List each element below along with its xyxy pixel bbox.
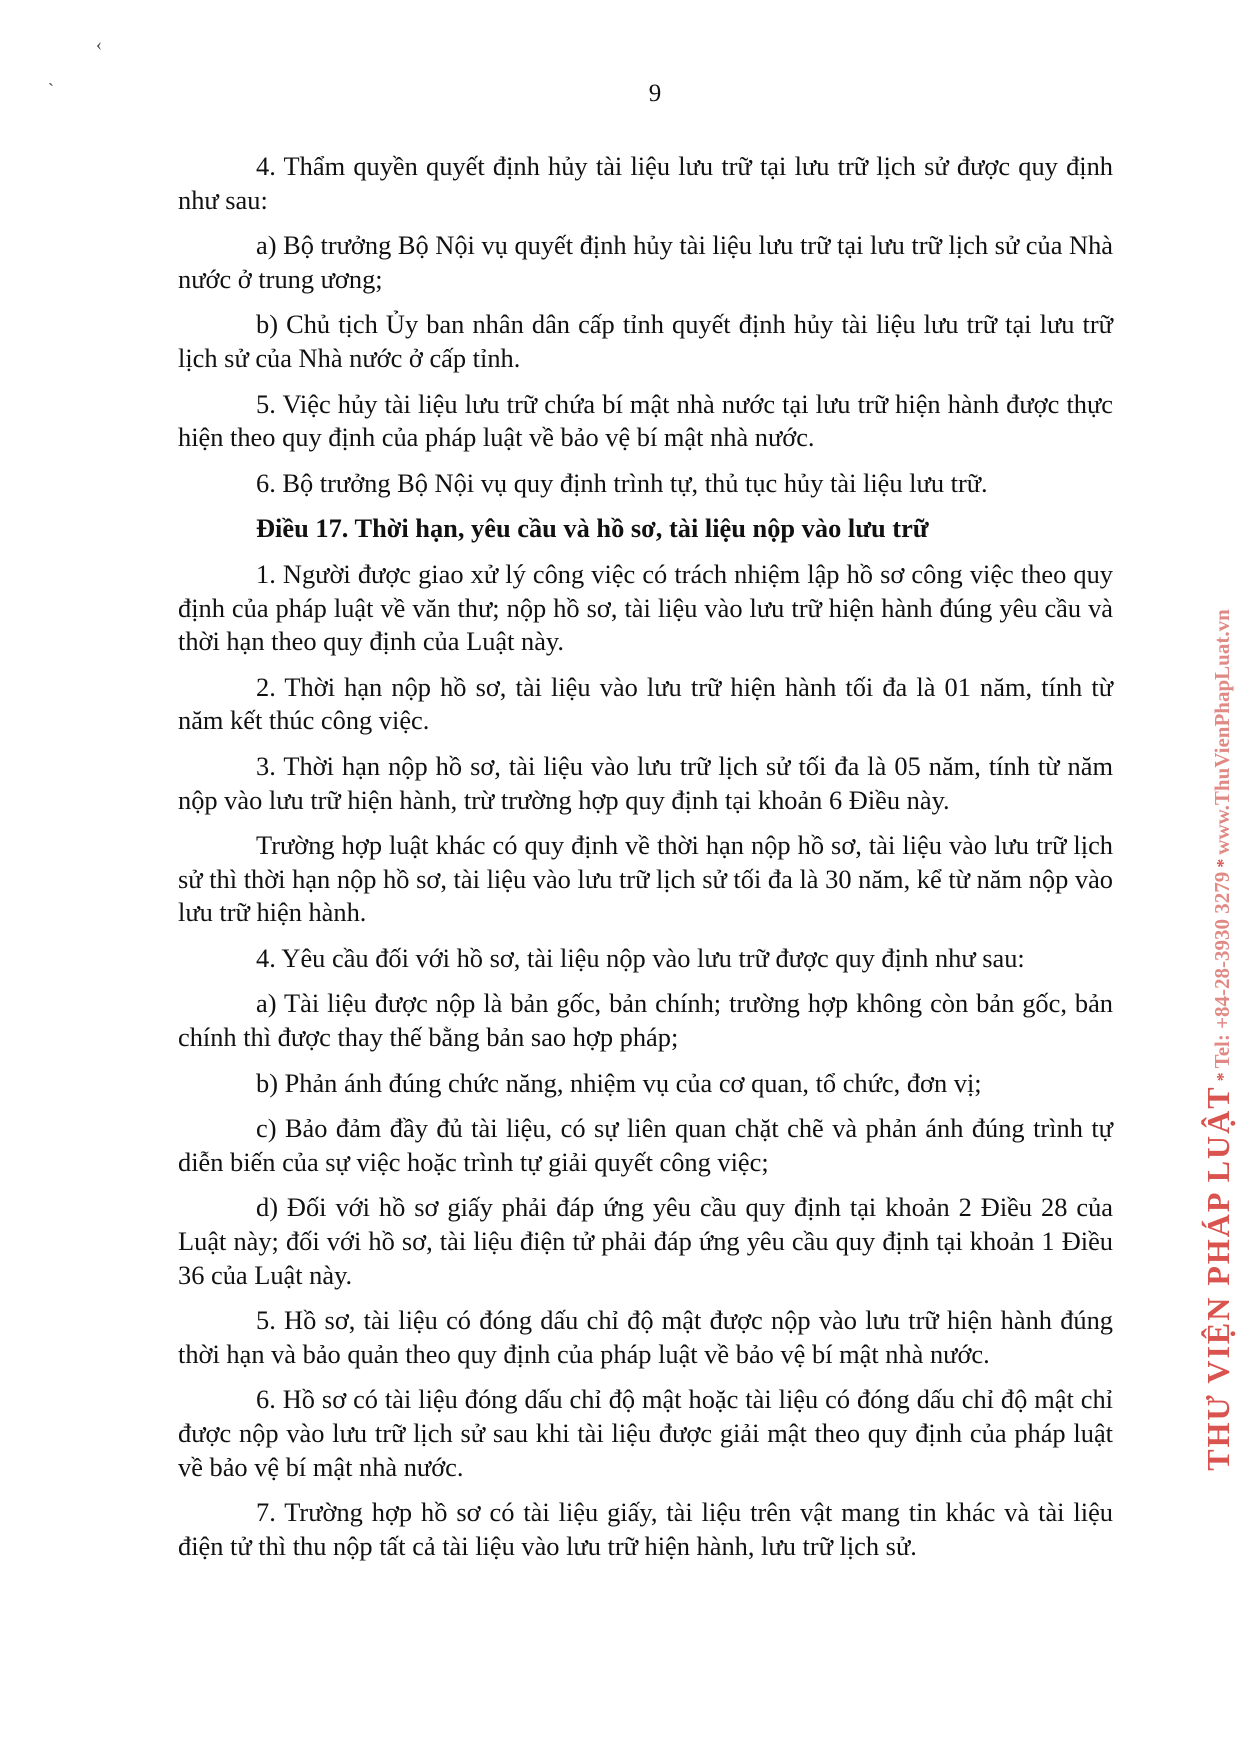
paragraph-art17-clause-7: 7. Trường hợp hồ sơ có tài liệu giấy, tài liệu trên vật mang tin khác và tài liệu điện tử thì thu nộp tất cả tài liệu vào lưu trữ hiện hành, lưu trữ lịch sử. <box>178 1497 1113 1561</box>
scan-mark-top: ‹ <box>96 34 102 54</box>
watermark-website: www.ThuVienPhapLuat.vn <box>1210 609 1234 855</box>
watermark-separator: * <box>1213 1072 1233 1082</box>
paragraph-art17-clause-4: 4. Yêu cầu đối với hồ sơ, tài liệu nộp vào lưu trữ được quy định như sau: <box>256 942 1025 973</box>
watermark-contact: Tel: +84-28-3930 3279 <box>1210 871 1234 1069</box>
paragraph-art17-clause-6: 6. Hồ sơ có tài liệu đóng dấu chỉ độ mật hoặc tài liệu có đóng dấu chỉ độ mật chỉ được nộp vào lưu trữ lịch sử sau khi tài liệu được giải mật theo quy định của pháp luật về bảo vệ bí mật nhà nước. <box>178 1384 1113 1482</box>
paragraph-clause-4b: b) Chủ tịch Ủy ban nhân dân cấp tỉnh quyết định hủy tài liệu lưu trữ tại lưu trữ lịch sử của Nhà nước ở cấp tỉnh. <box>178 309 1113 373</box>
page-number: 9 <box>648 80 662 107</box>
paragraph-clause-5-secret: 5. Việc hủy tài liệu lưu trữ chứa bí mật nhà nước tại lưu trữ hiện hành được thực hiện theo quy định của pháp luật về bảo vệ bí mật nhà nước. <box>178 388 1113 453</box>
paragraph-art17-clause-4b: b) Phản ánh đúng chức năng, nhiệm vụ của cơ quan, tổ chức, đơn vị; <box>256 1067 982 1098</box>
paragraph-clause-6-procedure: 6. Bộ trưởng Bộ Nội vụ quy định trình tự, thủ tục hủy tài liệu lưu trữ. <box>256 467 988 498</box>
watermark-separator: * <box>1213 858 1233 868</box>
document-body <box>178 150 1113 1575</box>
side-watermark <box>1200 609 1237 1471</box>
scan-mark-left: ` <box>48 80 54 100</box>
paragraph-clause-4-authority: 4. Thẩm quyền quyết định hủy tài liệu lưu trữ tại lưu trữ lịch sử được quy định như sau: <box>178 151 1113 215</box>
paragraph-art17-clause-4d: d) Đối với hồ sơ giấy phải đáp ứng yêu cầu quy định tại khoản 2 Điều 28 của Luật này; đối với hồ sơ, tài liệu điện tử phải đáp ứng yêu cầu quy định tại khoản 1 Điều 36 của Luật này. <box>178 1192 1113 1290</box>
paragraph-art17-clause-5: 5. Hồ sơ, tài liệu có đóng dấu chỉ độ mật được nộp vào lưu trữ hiện hành đúng thời hạn và bảo quản theo quy định của pháp luật về bảo vệ bí mật nhà nước. <box>178 1305 1113 1369</box>
paragraph-art17-clause-3-exception: Trường hợp luật khác có quy định về thời hạn nộp hồ sơ, tài liệu vào lưu trữ lịch sử thì thời hạn nộp hồ sơ, tài liệu vào lưu trữ lịch sử tối đa là 30 năm, kể từ năm nộp vào lưu trữ hiện hành. <box>178 830 1113 928</box>
paragraph-art17-clause-1: 1. Người được giao xử lý công việc có trách nhiệm lập hồ sơ công việc theo quy định của pháp luật về văn thư; nộp hồ sơ, tài liệu vào lưu trữ hiện hành đúng yêu cầu và thời hạn theo quy định của Luật này. <box>178 558 1113 657</box>
paragraph-art17-clause-3: 3. Thời hạn nộp hồ sơ, tài liệu vào lưu trữ lịch sử tối đa là 05 năm, tính từ năm nộp vào lưu trữ hiện hành, trừ trường hợp quy định tại khoản 6 Điều này. <box>178 750 1113 815</box>
paragraph-art17-clause-2: 2. Thời hạn nộp hồ sơ, tài liệu vào lưu trữ hiện hành tối đa là 01 năm, tính từ năm kết thúc công việc. <box>178 671 1113 736</box>
paragraph-art17-clause-4c: c) Bảo đảm đầy đủ tài liệu, có sự liên quan chặt chẽ và phản ánh đúng trình tự diễn biến của sự việc hoặc trình tự giải quyết công việc; <box>178 1113 1113 1177</box>
paragraph-art17-clause-4a: a) Tài liệu được nộp là bản gốc, bản chính; trường hợp không còn bản gốc, bản chính thì được thay thế bằng bản sao hợp pháp; <box>178 988 1113 1053</box>
article-17-heading: Điều 17. Thời hạn, yêu cầu và hồ sơ, tài liệu nộp vào lưu trữ <box>256 513 929 544</box>
watermark-brand: THƯ VIỆN PHÁP LUẬT <box>1200 1085 1236 1471</box>
paragraph-clause-4a: a) Bộ trưởng Bộ Nội vụ quyết định hủy tài liệu lưu trữ tại lưu trữ lịch sử của Nhà nước ở trung ương; <box>178 230 1113 294</box>
